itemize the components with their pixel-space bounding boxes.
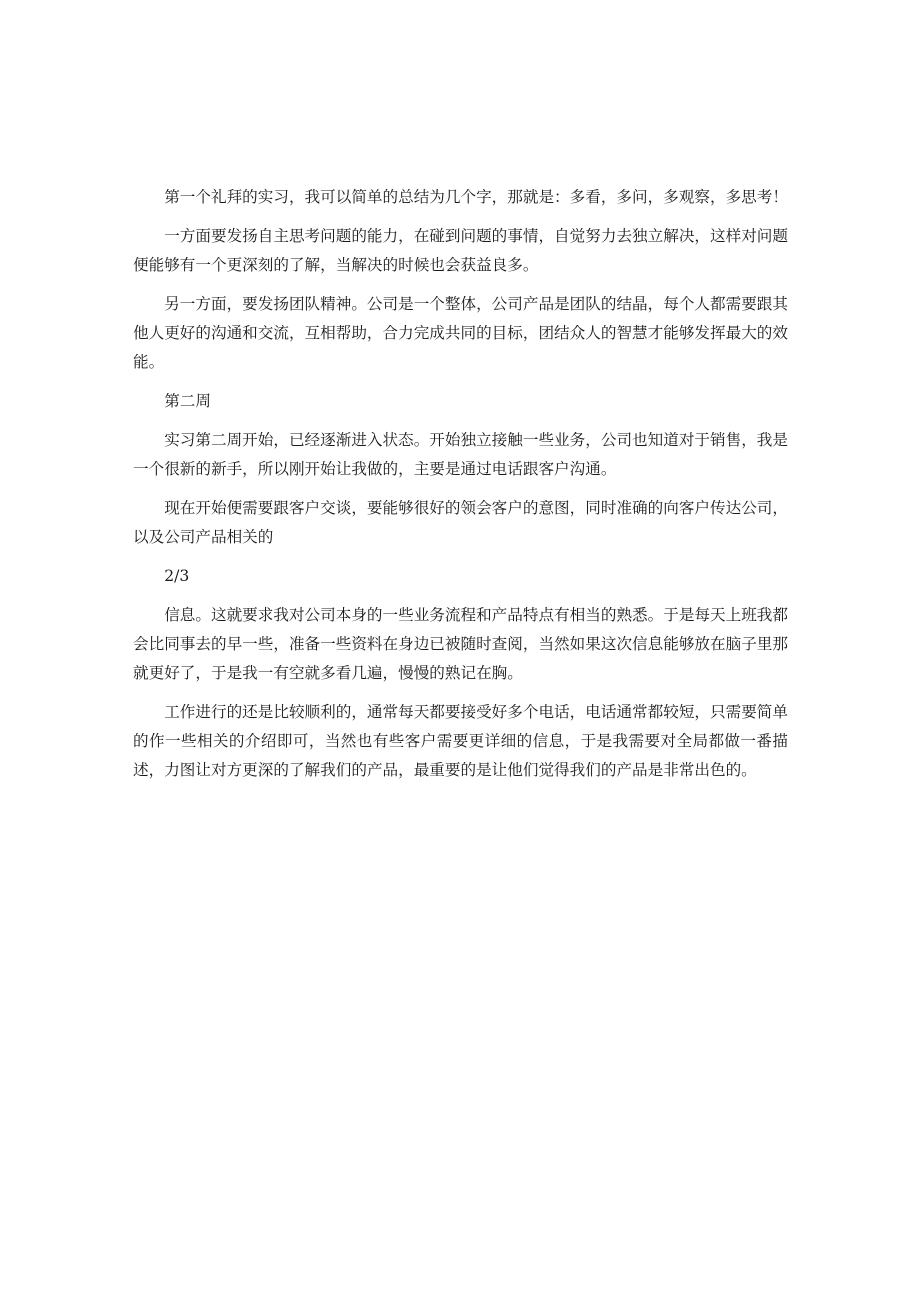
paragraph-4: 实习第二周开始，已经逐渐进入状态。开始独立接触一些业务，公司也知道对于销售，我是一个很新的新手，所以刚开始让我做的，主要是通过电话跟客户沟通。	[133, 431, 788, 478]
paragraph-3: 另一方面，要发扬团队精神。公司是一个整体，公司产品是团队的结晶，每个人都需要跟其他人更好的沟通和交流，互相帮助，合力完成共同的目标，团结众人的智慧才能够发挥最大的效能。	[133, 295, 788, 371]
paragraph-5: 现在开始便需要跟客户交谈，要能够很好的领会客户的意图，同时准确的向客户传达公司，以及公司产品相关的	[133, 499, 788, 546]
paragraph-6: 信息。这就要求我对公司本身的一些业务流程和产品特点有相当的熟悉。于是每天上班我都会比同事去的早一些，准备一些资料在身边已被随时查阅，当然如果这次信息能够放在脑子里那就更好了，于是我一有空就多看几遍，慢慢的熟记在胸。	[133, 606, 788, 682]
section-heading-week-2: 第二周	[164, 392, 211, 410]
document-body	[133, 183, 788, 795]
paragraph-2: 一方面要发扬自主思考问题的能力，在碰到问题的事情，自觉努力去独立解决，这样对问题便能够有一个更深刻的了解，当解决的时候也会获益良多。	[133, 227, 788, 274]
paragraph-7: 工作进行的还是比较顺利的，通常每天都要接受好多个电话，电话通常都较短，只需要简单的作一些相关的介绍即可，当然也有些客户需要更详细的信息，于是我需要对全局都做一番描述，力图让对方更深的了解我们的产品，最重要的是让他们觉得我们的产品是非常出色的。	[133, 703, 788, 779]
page-number: 2/3	[164, 567, 190, 585]
paragraph-1: 第一个礼拜的实习，我可以简单的总结为几个字，那就是：多看，多问，多观察，多思考！	[164, 188, 788, 206]
